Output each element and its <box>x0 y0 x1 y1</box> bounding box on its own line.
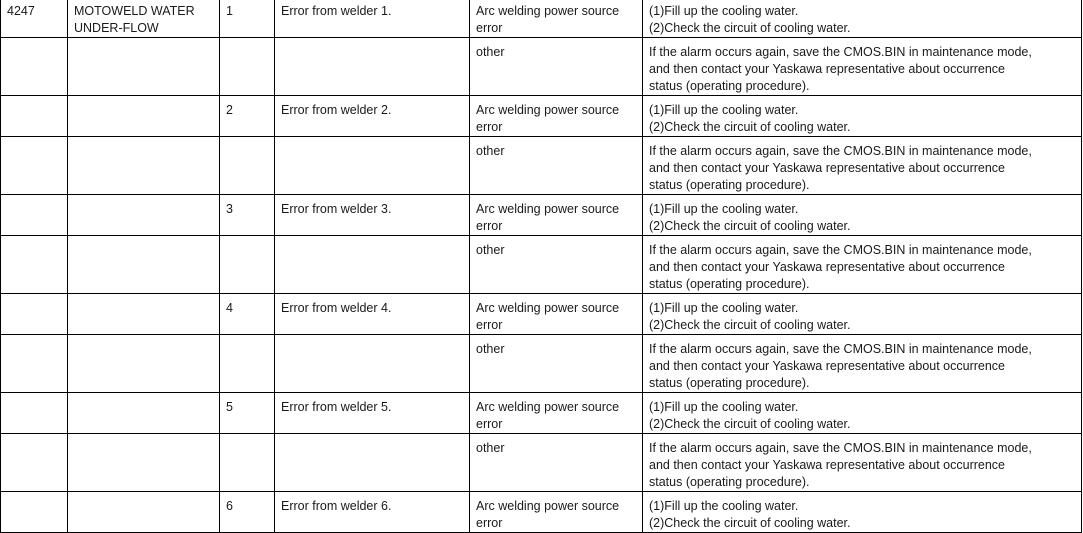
remedy-line: If the alarm occurs again, save the CMOS.BIN in maintenance mode, <box>649 342 1032 356</box>
remedy-line: and then contact your Yaskawa representative about occurrence <box>649 260 1006 274</box>
cause-cell: other <box>470 434 643 492</box>
cause-cell <box>470 195 643 236</box>
empty-cell <box>68 393 220 434</box>
empty-cell <box>1 96 68 137</box>
table-row <box>1 335 1082 393</box>
subcode-meaning: Error from welder 1. <box>275 0 470 38</box>
cause-line: error <box>476 417 503 431</box>
remedy-line: and then contact your Yaskawa representative about occurrence <box>649 62 1006 76</box>
cause-cell: other <box>470 137 643 195</box>
table-row <box>1 195 1082 236</box>
remedy-line: (1)Fill up the cooling water. <box>649 499 799 513</box>
cause-cell <box>470 96 643 137</box>
subcode-number: 5 <box>220 393 275 434</box>
cause-line: error <box>476 21 503 35</box>
empty-cell <box>1 492 68 533</box>
remedy-cell <box>643 393 1082 434</box>
empty-cell <box>68 96 220 137</box>
alarm-name-line: UNDER-FLOW <box>74 21 159 35</box>
subcode-meaning: Error from welder 4. <box>275 294 470 335</box>
table-row <box>1 96 1082 137</box>
remedy-line: status (operating procedure). <box>649 79 810 93</box>
cause-line: Arc welding power source <box>476 202 620 216</box>
empty-cell <box>1 335 68 393</box>
remedy-cell <box>643 137 1082 195</box>
subcode-meaning: Error from welder 6. <box>275 492 470 533</box>
table-row <box>1 294 1082 335</box>
subcode-number: 2 <box>220 96 275 137</box>
empty-cell <box>68 434 220 492</box>
empty-cell <box>1 294 68 335</box>
remedy-line: (1)Fill up the cooling water. <box>649 400 799 414</box>
empty-cell <box>220 236 275 294</box>
cause-line: Arc welding power source <box>476 4 620 18</box>
remedy-cell <box>643 434 1082 492</box>
empty-cell <box>220 434 275 492</box>
cause-line: Arc welding power source <box>476 301 620 315</box>
cause-line: error <box>476 219 503 233</box>
remedy-line: (1)Fill up the cooling water. <box>649 103 799 117</box>
cause-line: Arc welding power source <box>476 499 620 513</box>
remedy-cell <box>643 294 1082 335</box>
subcode-number: 1 <box>220 0 275 38</box>
subcode-number: 3 <box>220 195 275 236</box>
remedy-line: (2)Check the circuit of cooling water. <box>649 219 851 233</box>
empty-cell <box>275 137 470 195</box>
remedy-line: status (operating procedure). <box>649 178 810 192</box>
subcode-meaning: Error from welder 3. <box>275 195 470 236</box>
remedy-cell <box>643 335 1082 393</box>
empty-cell <box>68 294 220 335</box>
remedy-line: and then contact your Yaskawa representative about occurrence <box>649 359 1006 373</box>
empty-cell <box>1 38 68 96</box>
empty-cell <box>68 195 220 236</box>
remedy-cell <box>643 492 1082 533</box>
cause-cell <box>470 0 643 38</box>
cause-cell: other <box>470 335 643 393</box>
remedy-line: and then contact your Yaskawa representative about occurrence <box>649 161 1006 175</box>
cause-cell: other <box>470 38 643 96</box>
table-row <box>1 0 1082 38</box>
alarm-code: 4247 <box>1 0 68 38</box>
remedy-line: status (operating procedure). <box>649 277 810 291</box>
remedy-line: (2)Check the circuit of cooling water. <box>649 120 851 134</box>
remedy-line: and then contact your Yaskawa representative about occurrence <box>649 458 1006 472</box>
empty-cell <box>220 137 275 195</box>
empty-cell <box>275 38 470 96</box>
remedy-cell <box>643 236 1082 294</box>
cause-line: error <box>476 318 503 332</box>
empty-cell <box>275 335 470 393</box>
empty-cell <box>68 137 220 195</box>
table-row <box>1 434 1082 492</box>
cause-cell <box>470 393 643 434</box>
remedy-cell <box>643 195 1082 236</box>
remedy-line: (1)Fill up the cooling water. <box>649 202 799 216</box>
remedy-line: status (operating procedure). <box>649 376 810 390</box>
remedy-line: (1)Fill up the cooling water. <box>649 4 799 18</box>
empty-cell <box>1 393 68 434</box>
subcode-number: 6 <box>220 492 275 533</box>
alarm-name <box>68 0 220 38</box>
empty-cell <box>275 236 470 294</box>
table-row <box>1 492 1082 533</box>
remedy-cell <box>643 96 1082 137</box>
empty-cell <box>68 38 220 96</box>
subcode-number: 4 <box>220 294 275 335</box>
empty-cell <box>1 236 68 294</box>
table-row <box>1 38 1082 96</box>
table-row <box>1 137 1082 195</box>
empty-cell <box>275 434 470 492</box>
cause-line: error <box>476 516 503 530</box>
remedy-line: If the alarm occurs again, save the CMOS.BIN in maintenance mode, <box>649 441 1032 455</box>
remedy-cell <box>643 0 1082 38</box>
empty-cell <box>220 38 275 96</box>
empty-cell <box>1 434 68 492</box>
cause-cell <box>470 294 643 335</box>
remedy-line: (2)Check the circuit of cooling water. <box>649 21 851 35</box>
cause-cell <box>470 492 643 533</box>
remedy-line: If the alarm occurs again, save the CMOS.BIN in maintenance mode, <box>649 243 1032 257</box>
empty-cell <box>1 137 68 195</box>
empty-cell <box>220 335 275 393</box>
subcode-meaning: Error from welder 2. <box>275 96 470 137</box>
remedy-cell <box>643 38 1082 96</box>
remedy-line: (2)Check the circuit of cooling water. <box>649 516 851 530</box>
remedy-line: If the alarm occurs again, save the CMOS.BIN in maintenance mode, <box>649 45 1032 59</box>
empty-cell <box>68 335 220 393</box>
remedy-line: status (operating procedure). <box>649 475 810 489</box>
remedy-line: (2)Check the circuit of cooling water. <box>649 318 851 332</box>
alarm-name-line: MOTOWELD WATER <box>74 4 195 18</box>
remedy-line: (1)Fill up the cooling water. <box>649 301 799 315</box>
remedy-line: If the alarm occurs again, save the CMOS.BIN in maintenance mode, <box>649 144 1032 158</box>
empty-cell <box>68 492 220 533</box>
empty-cell <box>1 195 68 236</box>
cause-line: error <box>476 120 503 134</box>
empty-cell <box>68 236 220 294</box>
cause-cell: other <box>470 236 643 294</box>
table-row <box>1 393 1082 434</box>
table-row <box>1 236 1082 294</box>
remedy-line: (2)Check the circuit of cooling water. <box>649 417 851 431</box>
subcode-meaning: Error from welder 5. <box>275 393 470 434</box>
cause-line: Arc welding power source <box>476 400 620 414</box>
cause-line: Arc welding power source <box>476 103 620 117</box>
